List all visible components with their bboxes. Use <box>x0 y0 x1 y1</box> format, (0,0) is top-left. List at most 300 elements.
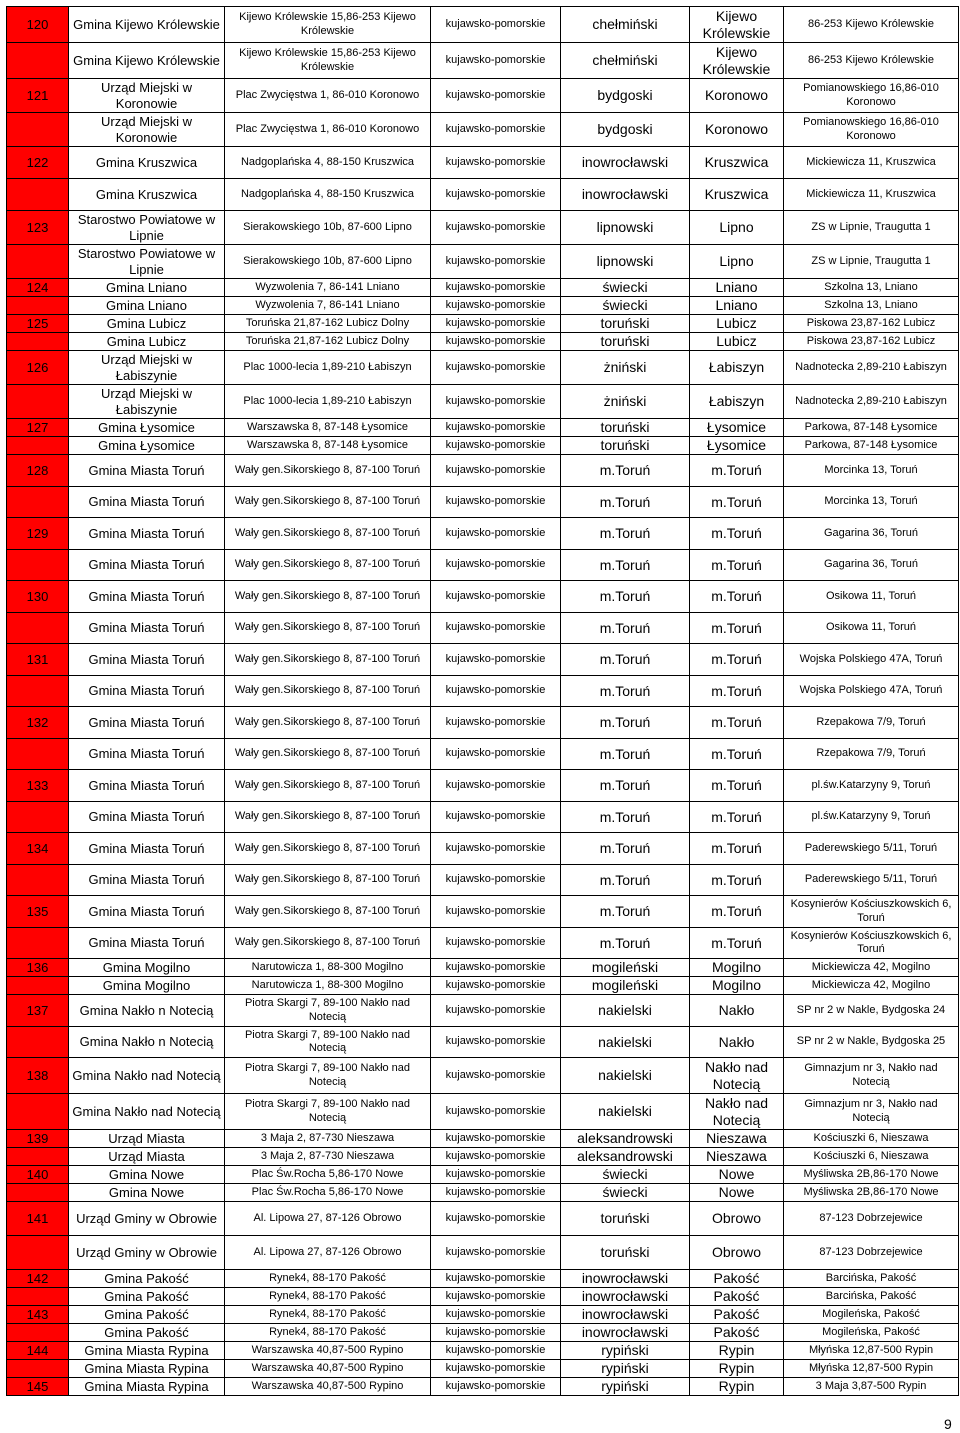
site-address: Kościuszki 6, Nieszawa <box>784 1148 959 1166</box>
town: Rypin <box>690 1378 784 1396</box>
institution-name: Gmina Pakość <box>69 1270 225 1288</box>
town: Pakość <box>690 1306 784 1324</box>
town: Lipno <box>690 211 784 245</box>
table-row <box>7 1288 959 1306</box>
table-row <box>7 833 959 865</box>
institution-address: Plac Zwycięstwa 1, 86-010 Koronowo <box>225 79 431 113</box>
town: m.Toruń <box>690 676 784 707</box>
site-address: Młyńska 12,87-500 Rypin <box>784 1360 959 1378</box>
voivodeship: kujawsko-pomorskie <box>431 455 561 487</box>
table-row <box>7 802 959 833</box>
county: inowrocławski <box>561 1324 690 1342</box>
institution-address: Wały gen.Sikorskiego 8, 87-100 Toruń <box>225 644 431 676</box>
voivodeship: kujawsko-pomorskie <box>431 1324 561 1342</box>
voivodeship: kujawsko-pomorskie <box>431 245 561 279</box>
site-address: Mickiewicza 11, Kruszwica <box>784 147 959 179</box>
table-row <box>7 1306 959 1324</box>
site-address: Myśliwska 2B,86-170 Nowe <box>784 1166 959 1184</box>
table-row <box>7 437 959 455</box>
institution-name: Urząd Miejski w Koronowie <box>69 113 225 147</box>
row-number <box>7 550 69 581</box>
town: Pakość <box>690 1324 784 1342</box>
institution-address: Piotra Skargi 7, 89-100 Nakło nad Notecią <box>225 1058 431 1094</box>
row-number: 142 <box>7 1270 69 1288</box>
table-row <box>7 707 959 739</box>
institution-address: Rynek4, 88-170 Pakość <box>225 1288 431 1306</box>
county: rypiński <box>561 1342 690 1360</box>
voivodeship: kujawsko-pomorskie <box>431 1130 561 1148</box>
county: nakielski <box>561 995 690 1027</box>
site-address: Paderewskiego 5/11, Toruń <box>784 865 959 896</box>
institution-name: Gmina Miasta Toruń <box>69 455 225 487</box>
row-number: 137 <box>7 995 69 1027</box>
institution-name: Gmina Miasta Toruń <box>69 518 225 550</box>
institution-address: Plac 1000-lecia 1,89-210 Łabiszyn <box>225 385 431 419</box>
table-row <box>7 1166 959 1184</box>
site-address: Wojska Polskiego 47A, Toruń <box>784 676 959 707</box>
county: m.Toruń <box>561 676 690 707</box>
institution-address: Rynek4, 88-170 Pakość <box>225 1270 431 1288</box>
town: Łysomice <box>690 437 784 455</box>
institution-name: Gmina Mogilno <box>69 959 225 977</box>
site-address: pl.św.Katarzyny 9, Toruń <box>784 802 959 833</box>
row-number <box>7 1236 69 1270</box>
voivodeship: kujawsko-pomorskie <box>431 487 561 518</box>
town: m.Toruń <box>690 865 784 896</box>
table-row <box>7 7 959 43</box>
table-row <box>7 959 959 977</box>
table-row <box>7 581 959 613</box>
site-address: Parkowa, 87-148 Łysomice <box>784 437 959 455</box>
county: żniński <box>561 351 690 385</box>
institution-name: Gmina Miasta Toruń <box>69 770 225 802</box>
institution-name: Starostwo Powiatowe w Lipnie <box>69 245 225 279</box>
document-table <box>6 6 959 1396</box>
institution-name: Gmina Nakło n Notecią <box>69 1027 225 1058</box>
institution-address: Al. Lipowa 27, 87-126 Obrowo <box>225 1202 431 1236</box>
town: Nowe <box>690 1184 784 1202</box>
table-row <box>7 613 959 644</box>
site-address: Mogileńska, Pakość <box>784 1324 959 1342</box>
row-number <box>7 1324 69 1342</box>
voivodeship: kujawsko-pomorskie <box>431 179 561 211</box>
county: nakielski <box>561 1027 690 1058</box>
town: Mogilno <box>690 977 784 995</box>
voivodeship: kujawsko-pomorskie <box>431 437 561 455</box>
institution-name: Gmina Miasta Toruń <box>69 739 225 770</box>
county: m.Toruń <box>561 550 690 581</box>
county: inowrocławski <box>561 1270 690 1288</box>
town: m.Toruń <box>690 928 784 959</box>
institution-address: Kijewo Królewskie 15,86-253 Kijewo Królewskie <box>225 7 431 43</box>
row-number: 138 <box>7 1058 69 1094</box>
row-number: 132 <box>7 707 69 739</box>
institution-name: Gmina Miasta Toruń <box>69 581 225 613</box>
site-address: Parkowa, 87-148 Łysomice <box>784 419 959 437</box>
institution-address: Plac Zwycięstwa 1, 86-010 Koronowo <box>225 113 431 147</box>
county: m.Toruń <box>561 739 690 770</box>
town: Łysomice <box>690 419 784 437</box>
institution-address: Wały gen.Sikorskiego 8, 87-100 Toruń <box>225 802 431 833</box>
row-number: 133 <box>7 770 69 802</box>
row-number: 134 <box>7 833 69 865</box>
town: m.Toruń <box>690 581 784 613</box>
county: inowrocławski <box>561 147 690 179</box>
county: inowrocławski <box>561 179 690 211</box>
voivodeship: kujawsko-pomorskie <box>431 1360 561 1378</box>
town: Nakło <box>690 1027 784 1058</box>
row-number <box>7 245 69 279</box>
site-address: 86-253 Kijewo Królewskie <box>784 43 959 79</box>
voivodeship: kujawsko-pomorskie <box>431 865 561 896</box>
county: toruński <box>561 333 690 351</box>
voivodeship: kujawsko-pomorskie <box>431 297 561 315</box>
institution-address: Wały gen.Sikorskiego 8, 87-100 Toruń <box>225 550 431 581</box>
site-address: Szkolna 13, Lniano <box>784 297 959 315</box>
site-address: Rzepakowa 7/9, Toruń <box>784 739 959 770</box>
town: m.Toruń <box>690 896 784 928</box>
row-number <box>7 1288 69 1306</box>
institution-name: Gmina Miasta Rypina <box>69 1378 225 1396</box>
town: m.Toruń <box>690 644 784 676</box>
town: Nowe <box>690 1166 784 1184</box>
site-address: Rzepakowa 7/9, Toruń <box>784 707 959 739</box>
county: rypiński <box>561 1378 690 1396</box>
voivodeship: kujawsko-pomorskie <box>431 1148 561 1166</box>
site-address: Szkolna 13, Lniano <box>784 279 959 297</box>
voivodeship: kujawsko-pomorskie <box>431 1378 561 1396</box>
table-row <box>7 977 959 995</box>
row-number <box>7 437 69 455</box>
town: Lubicz <box>690 315 784 333</box>
county: m.Toruń <box>561 833 690 865</box>
page-number: 9 <box>944 1416 952 1432</box>
table-row <box>7 245 959 279</box>
row-number: 141 <box>7 1202 69 1236</box>
town: Łabiszyn <box>690 351 784 385</box>
row-number <box>7 1027 69 1058</box>
table-row <box>7 739 959 770</box>
institution-address: Wyzwolenia 7, 86-141 Lniano <box>225 279 431 297</box>
institution-address: Warszawska 40,87-500 Rypino <box>225 1360 431 1378</box>
table-row <box>7 1027 959 1058</box>
row-number: 135 <box>7 896 69 928</box>
voivodeship: kujawsko-pomorskie <box>431 1270 561 1288</box>
county: m.Toruń <box>561 644 690 676</box>
row-number: 125 <box>7 315 69 333</box>
county: toruński <box>561 315 690 333</box>
institution-name: Urząd Miasta <box>69 1130 225 1148</box>
voivodeship: kujawsko-pomorskie <box>431 959 561 977</box>
town: m.Toruń <box>690 833 784 865</box>
county: nakielski <box>561 1094 690 1130</box>
county: mogileński <box>561 977 690 995</box>
county: m.Toruń <box>561 770 690 802</box>
table-body <box>7 7 959 1396</box>
town: Koronowo <box>690 113 784 147</box>
table-row <box>7 1094 959 1130</box>
county: m.Toruń <box>561 928 690 959</box>
voivodeship: kujawsko-pomorskie <box>431 79 561 113</box>
site-address: Paderewskiego 5/11, Toruń <box>784 833 959 865</box>
county: aleksandrowski <box>561 1148 690 1166</box>
voivodeship: kujawsko-pomorskie <box>431 1166 561 1184</box>
site-address: Pomianowskiego 16,86-010 Koronowo <box>784 79 959 113</box>
town: Kruszwica <box>690 147 784 179</box>
institution-address: Warszawska 8, 87-148 Łysomice <box>225 437 431 455</box>
county: toruński <box>561 1202 690 1236</box>
site-address: ZS w Lipnie, Traugutta 1 <box>784 211 959 245</box>
table-row <box>7 770 959 802</box>
row-number: 121 <box>7 79 69 113</box>
voivodeship: kujawsko-pomorskie <box>431 279 561 297</box>
site-address: Piskowa 23,87-162 Lubicz <box>784 333 959 351</box>
table-row <box>7 279 959 297</box>
table-row <box>7 179 959 211</box>
institution-name: Gmina Lniano <box>69 297 225 315</box>
row-number: 129 <box>7 518 69 550</box>
site-address: Gagarina 36, Toruń <box>784 518 959 550</box>
institution-address: Wały gen.Sikorskiego 8, 87-100 Toruń <box>225 518 431 550</box>
institution-address: Wały gen.Sikorskiego 8, 87-100 Toruń <box>225 707 431 739</box>
institution-address: Piotra Skargi 7, 89-100 Nakło nad Notecią <box>225 995 431 1027</box>
site-address: 86-253 Kijewo Królewskie <box>784 7 959 43</box>
county: m.Toruń <box>561 865 690 896</box>
table-row <box>7 896 959 928</box>
row-number <box>7 928 69 959</box>
row-number <box>7 1148 69 1166</box>
row-number: 144 <box>7 1342 69 1360</box>
town: m.Toruń <box>690 739 784 770</box>
voivodeship: kujawsko-pomorskie <box>431 995 561 1027</box>
town: m.Toruń <box>690 487 784 518</box>
county: rypiński <box>561 1360 690 1378</box>
table-row <box>7 1148 959 1166</box>
site-address: Myśliwska 2B,86-170 Nowe <box>784 1184 959 1202</box>
institution-address: Warszawska 40,87-500 Rypino <box>225 1342 431 1360</box>
institution-name: Gmina Nakło nad Notecią <box>69 1094 225 1130</box>
county: chełmiński <box>561 7 690 43</box>
table-row <box>7 1058 959 1094</box>
site-address: Kosynierów Kościuszkowskich 6, Toruń <box>784 896 959 928</box>
table-row <box>7 351 959 385</box>
institution-name: Gmina Miasta Rypina <box>69 1342 225 1360</box>
voivodeship: kujawsko-pomorskie <box>431 1306 561 1324</box>
town: Kijewo Królewskie <box>690 7 784 43</box>
site-address: pl.św.Katarzyny 9, Toruń <box>784 770 959 802</box>
table-row <box>7 1324 959 1342</box>
institution-address: Wały gen.Sikorskiego 8, 87-100 Toruń <box>225 833 431 865</box>
row-number: 140 <box>7 1166 69 1184</box>
site-address: Morcinka 13, Toruń <box>784 487 959 518</box>
institution-name: Gmina Lubicz <box>69 315 225 333</box>
county: lipnowski <box>561 211 690 245</box>
county: nakielski <box>561 1058 690 1094</box>
town: Koronowo <box>690 79 784 113</box>
voivodeship: kujawsko-pomorskie <box>431 1342 561 1360</box>
table-row <box>7 315 959 333</box>
institution-name: Urząd Miejski w Łabiszynie <box>69 385 225 419</box>
institution-name: Gmina Lniano <box>69 279 225 297</box>
site-address: 3 Maja 3,87-500 Rypin <box>784 1378 959 1396</box>
town: Obrowo <box>690 1202 784 1236</box>
row-number: 143 <box>7 1306 69 1324</box>
site-address: Nadnotecka 2,89-210 Łabiszyn <box>784 385 959 419</box>
town: Lniano <box>690 297 784 315</box>
town: Lubicz <box>690 333 784 351</box>
site-address: Gimnazjum nr 3, Nakło nad Notecią <box>784 1058 959 1094</box>
institution-address: Toruńska 21,87-162 Lubicz Dolny <box>225 315 431 333</box>
town: m.Toruń <box>690 518 784 550</box>
voivodeship: kujawsko-pomorskie <box>431 581 561 613</box>
institution-name: Gmina Miasta Toruń <box>69 613 225 644</box>
table-row <box>7 676 959 707</box>
table-row <box>7 1130 959 1148</box>
row-number <box>7 297 69 315</box>
table-row <box>7 79 959 113</box>
table-row <box>7 43 959 79</box>
table-row <box>7 419 959 437</box>
voivodeship: kujawsko-pomorskie <box>431 315 561 333</box>
row-number: 128 <box>7 455 69 487</box>
site-address: 87-123 Dobrzejewice <box>784 1202 959 1236</box>
table-row <box>7 928 959 959</box>
town: m.Toruń <box>690 455 784 487</box>
table-row <box>7 385 959 419</box>
institution-name: Gmina Miasta Rypina <box>69 1360 225 1378</box>
site-address: Gimnazjum nr 3, Nakło nad Notecią <box>784 1094 959 1130</box>
town: m.Toruń <box>690 802 784 833</box>
site-address: Pomianowskiego 16,86-010 Koronowo <box>784 113 959 147</box>
row-number <box>7 1360 69 1378</box>
voivodeship: kujawsko-pomorskie <box>431 1058 561 1094</box>
table-row <box>7 1342 959 1360</box>
row-number: 136 <box>7 959 69 977</box>
town: Kruszwica <box>690 179 784 211</box>
institution-address: Plac Św.Rocha 5,86-170 Nowe <box>225 1166 431 1184</box>
table-row <box>7 1236 959 1270</box>
voivodeship: kujawsko-pomorskie <box>431 1202 561 1236</box>
institution-name: Urząd Gminy w Obrowie <box>69 1236 225 1270</box>
voivodeship: kujawsko-pomorskie <box>431 644 561 676</box>
institution-address: Sierakowskiego 10b, 87-600 Lipno <box>225 211 431 245</box>
town: Nieszawa <box>690 1130 784 1148</box>
site-address: Morcinka 13, Toruń <box>784 455 959 487</box>
site-address: Kosynierów Kościuszkowskich 6, Toruń <box>784 928 959 959</box>
county: mogileński <box>561 959 690 977</box>
institution-name: Gmina Nowe <box>69 1166 225 1184</box>
institution-name: Gmina Łysomice <box>69 437 225 455</box>
row-number: 130 <box>7 581 69 613</box>
institution-name: Gmina Miasta Toruń <box>69 865 225 896</box>
voivodeship: kujawsko-pomorskie <box>431 1094 561 1130</box>
institution-address: Wały gen.Sikorskiego 8, 87-100 Toruń <box>225 613 431 644</box>
institution-name: Gmina Pakość <box>69 1288 225 1306</box>
site-address: Mickiewicza 11, Kruszwica <box>784 179 959 211</box>
institution-address: 3 Maja 2, 87-730 Nieszawa <box>225 1148 431 1166</box>
voivodeship: kujawsko-pomorskie <box>431 770 561 802</box>
institution-name: Gmina Lubicz <box>69 333 225 351</box>
institution-name: Gmina Nakło nad Notecią <box>69 1058 225 1094</box>
voivodeship: kujawsko-pomorskie <box>431 113 561 147</box>
row-number <box>7 676 69 707</box>
institution-address: Toruńska 21,87-162 Lubicz Dolny <box>225 333 431 351</box>
site-address: Piskowa 23,87-162 Lubicz <box>784 315 959 333</box>
row-number <box>7 802 69 833</box>
row-number <box>7 385 69 419</box>
voivodeship: kujawsko-pomorskie <box>431 676 561 707</box>
county: inowrocławski <box>561 1288 690 1306</box>
row-number: 127 <box>7 419 69 437</box>
town: m.Toruń <box>690 550 784 581</box>
town: m.Toruń <box>690 707 784 739</box>
voivodeship: kujawsko-pomorskie <box>431 385 561 419</box>
county: m.Toruń <box>561 613 690 644</box>
institution-address: Piotra Skargi 7, 89-100 Nakło nad Notecią <box>225 1094 431 1130</box>
institution-address: Wały gen.Sikorskiego 8, 87-100 Toruń <box>225 928 431 959</box>
institution-address: Narutowicza 1, 88-300 Mogilno <box>225 959 431 977</box>
table-row <box>7 995 959 1027</box>
institution-address: Wały gen.Sikorskiego 8, 87-100 Toruń <box>225 676 431 707</box>
row-number <box>7 333 69 351</box>
table-row <box>7 1360 959 1378</box>
institution-name: Starostwo Powiatowe w Lipnie <box>69 211 225 245</box>
institution-name: Gmina Pakość <box>69 1306 225 1324</box>
county: m.Toruń <box>561 518 690 550</box>
voivodeship: kujawsko-pomorskie <box>431 896 561 928</box>
town: Nieszawa <box>690 1148 784 1166</box>
voivodeship: kujawsko-pomorskie <box>431 977 561 995</box>
institution-name: Gmina Miasta Toruń <box>69 644 225 676</box>
institution-address: Plac Św.Rocha 5,86-170 Nowe <box>225 1184 431 1202</box>
voivodeship: kujawsko-pomorskie <box>431 550 561 581</box>
site-address: Osikowa 11, Toruń <box>784 613 959 644</box>
institution-name: Gmina Miasta Toruń <box>69 676 225 707</box>
site-address: Barcińska, Pakość <box>784 1288 959 1306</box>
institution-name: Gmina Miasta Toruń <box>69 707 225 739</box>
institution-name: Gmina Miasta Toruń <box>69 802 225 833</box>
town: Obrowo <box>690 1236 784 1270</box>
row-number: 124 <box>7 279 69 297</box>
voivodeship: kujawsko-pomorskie <box>431 928 561 959</box>
institution-address: Sierakowskiego 10b, 87-600 Lipno <box>225 245 431 279</box>
town: Nakło nad Notecią <box>690 1058 784 1094</box>
town: Rypin <box>690 1342 784 1360</box>
row-number: 123 <box>7 211 69 245</box>
town: Łabiszyn <box>690 385 784 419</box>
table-row <box>7 550 959 581</box>
institution-address: Piotra Skargi 7, 89-100 Nakło nad Notecią <box>225 1027 431 1058</box>
county: lipnowski <box>561 245 690 279</box>
county: m.Toruń <box>561 487 690 518</box>
institution-address: Nadgoplańska 4, 88-150 Kruszwica <box>225 179 431 211</box>
voivodeship: kujawsko-pomorskie <box>431 211 561 245</box>
row-number <box>7 113 69 147</box>
voivodeship: kujawsko-pomorskie <box>431 739 561 770</box>
institution-address: Wały gen.Sikorskiego 8, 87-100 Toruń <box>225 581 431 613</box>
county: toruński <box>561 419 690 437</box>
town: Nakło nad Notecią <box>690 1094 784 1130</box>
site-address: Barcińska, Pakość <box>784 1270 959 1288</box>
voivodeship: kujawsko-pomorskie <box>431 1027 561 1058</box>
institution-address: Wały gen.Sikorskiego 8, 87-100 Toruń <box>225 455 431 487</box>
town: Kijewo Królewskie <box>690 43 784 79</box>
site-address: Kościuszki 6, Nieszawa <box>784 1130 959 1148</box>
institution-name: Gmina Kijewo Królewskie <box>69 7 225 43</box>
row-number: 122 <box>7 147 69 179</box>
institution-address: Wały gen.Sikorskiego 8, 87-100 Toruń <box>225 739 431 770</box>
county: m.Toruń <box>561 581 690 613</box>
